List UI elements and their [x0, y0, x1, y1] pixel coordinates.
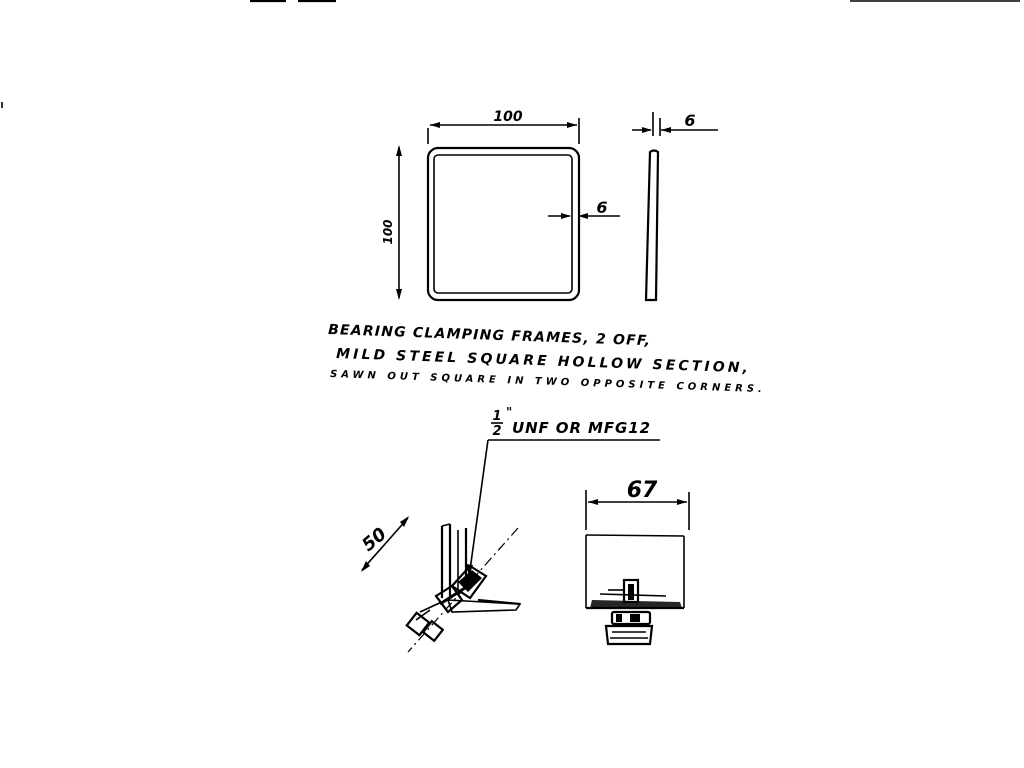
scan-marks: [2, 1, 1020, 108]
diagonal-dimension-label: 50: [358, 523, 391, 556]
frame-note: [328, 322, 762, 395]
diagonal-dimension: [358, 516, 409, 572]
thread-fraction-numerator: 1: [492, 409, 502, 424]
note-line-1: BEARING CLAMPING FRAMES, 2 OFF,: [327, 322, 651, 350]
note-line-3: SAWN OUT SQUARE IN TWO OPPOSITE CORNERS.: [329, 369, 763, 396]
frame-front-view: [428, 148, 579, 300]
corner-assembly-view: [407, 524, 520, 652]
plate-width-label: 67: [626, 478, 658, 503]
wall-thickness-label: 6: [596, 198, 608, 217]
wall-thickness-callout: [548, 198, 620, 219]
thread-fraction-denominator: 2: [492, 424, 502, 439]
frame-side-view: [646, 151, 658, 301]
thread-inch-mark: ": [506, 405, 513, 419]
plate-elevation-view: [586, 535, 684, 644]
side-thickness-dimension: [632, 111, 718, 136]
frame-width-dimension: [428, 109, 579, 144]
frame-width-label: 100: [493, 109, 523, 125]
side-thickness-label: 6: [684, 111, 696, 130]
frame-height-dimension: [381, 145, 402, 300]
thread-spec-label: UNF OR MFG12: [512, 419, 650, 437]
plate-width-dimension: [586, 478, 689, 530]
frame-height-label: 100: [381, 219, 395, 245]
note-line-2: MILD STEEL SQUARE HOLLOW SECTION,: [335, 346, 749, 377]
